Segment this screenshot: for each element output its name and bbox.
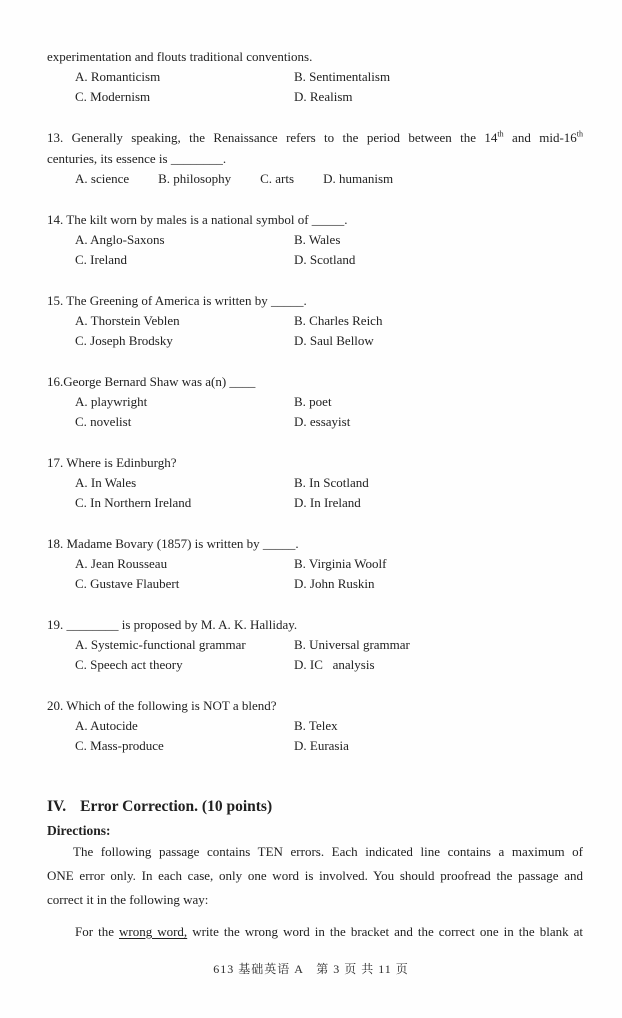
option-d: D. essayist bbox=[294, 414, 351, 429]
option-b: B. philosophy bbox=[158, 171, 232, 186]
question-options bbox=[47, 554, 583, 594]
question-stem-line-2: centuries, its essence is ________. bbox=[47, 151, 227, 166]
question-block bbox=[47, 615, 583, 675]
question-block bbox=[47, 534, 583, 594]
option-c: C. novelist bbox=[75, 414, 132, 429]
ordinal-superscript: th bbox=[576, 129, 584, 139]
question-options bbox=[47, 635, 583, 675]
option-c: C. Mass-produce bbox=[75, 738, 164, 753]
stem-text: and mid-16 bbox=[503, 130, 577, 145]
question-stem: 19. ________ is proposed by M. A. K. Halliday. bbox=[47, 617, 298, 632]
question-block bbox=[47, 453, 583, 513]
directions-label: Directions: bbox=[47, 823, 111, 838]
question-stem: 15. The Greening of America is written by _____. bbox=[47, 293, 307, 308]
option-d: D. Scotland bbox=[294, 252, 356, 267]
question-options bbox=[47, 473, 583, 513]
question-stem: 18. Madame Bovary (1857) is written by _____. bbox=[47, 536, 299, 551]
question-stem: 17. Where is Edinburgh? bbox=[47, 455, 177, 470]
option-d: D. In Ireland bbox=[294, 495, 361, 510]
option-b: B. Universal grammar bbox=[294, 637, 410, 652]
section-number: IV. bbox=[47, 798, 67, 815]
option-c: C. Ireland bbox=[75, 252, 127, 267]
question-stem: 14. The kilt worn by males is a national symbol of _____. bbox=[47, 212, 348, 227]
question-stem-line-1 bbox=[47, 127, 583, 148]
question-stem: 16.George Bernard Shaw was a(n) ____ bbox=[47, 374, 256, 389]
question-stem: experimentation and flouts traditional conventions. bbox=[47, 49, 313, 64]
option-d: D. humanism bbox=[323, 171, 394, 186]
option-b: B. poet bbox=[294, 394, 332, 409]
stem-text: 13. Generally speaking, the Renaissance refers to the period between the 14 bbox=[47, 130, 498, 145]
question-options bbox=[47, 311, 583, 351]
option-d: D. Realism bbox=[294, 89, 353, 104]
option-c: C. In Northern Ireland bbox=[75, 495, 192, 510]
option-b: B. Charles Reich bbox=[294, 313, 383, 328]
question-12-continuation bbox=[47, 47, 583, 107]
section-title: Error Correction. (10 points) bbox=[80, 798, 273, 815]
option-a: A. science bbox=[75, 171, 130, 186]
option-c: C. Modernism bbox=[75, 89, 151, 104]
question-13 bbox=[47, 127, 583, 189]
option-a: A. Anglo-Saxons bbox=[75, 232, 165, 247]
question-options bbox=[47, 716, 583, 756]
option-d: D. Saul Bellow bbox=[294, 333, 374, 348]
underlined-term: wrong word, bbox=[118, 924, 188, 939]
option-c: C. arts bbox=[260, 171, 295, 186]
option-b: B. Virginia Woolf bbox=[294, 556, 387, 571]
option-a: A. Romanticism bbox=[75, 69, 161, 84]
option-a: A. In Wales bbox=[75, 475, 137, 490]
questions-container bbox=[47, 210, 583, 756]
option-a: A. Thorstein Veblen bbox=[75, 313, 180, 328]
section-heading bbox=[47, 796, 583, 818]
instruction-text: For the bbox=[75, 924, 119, 939]
question-block bbox=[47, 372, 583, 432]
question-stem: 20. Which of the following is NOT a blend? bbox=[47, 698, 277, 713]
page-content bbox=[47, 47, 583, 942]
option-a: A. Autocide bbox=[75, 718, 138, 733]
question-block bbox=[47, 696, 583, 756]
question-block bbox=[47, 291, 583, 351]
option-c: C. Joseph Brodsky bbox=[75, 333, 173, 348]
option-a: A. Jean Rousseau bbox=[75, 556, 168, 571]
option-a: A. playwright bbox=[75, 394, 148, 409]
option-c: C. Gustave Flaubert bbox=[75, 576, 180, 591]
question-options bbox=[47, 392, 583, 432]
instruction-text: write the wrong word in the bracket and the correct one in the blank at bbox=[187, 924, 583, 939]
question-options bbox=[47, 67, 583, 107]
directions-line-1: The following passage contains TEN errors. Each indicated line contains a maximum of bbox=[73, 844, 583, 859]
question-block bbox=[47, 210, 583, 270]
question-options bbox=[47, 230, 583, 270]
option-d: D. John Ruskin bbox=[294, 576, 375, 591]
option-b: B. Wales bbox=[294, 232, 341, 247]
directions-line-3: correct it in the following way: bbox=[47, 892, 209, 907]
question-options bbox=[47, 169, 583, 189]
option-b: B. In Scotland bbox=[294, 475, 369, 490]
option-a: A. Systemic-functional grammar bbox=[75, 637, 246, 652]
option-b: B. Sentimentalism bbox=[294, 69, 391, 84]
option-d: D. Eurasia bbox=[294, 738, 349, 753]
instruction-line bbox=[47, 922, 583, 942]
directions-paragraph bbox=[47, 840, 583, 912]
ordinal-superscript: th bbox=[497, 129, 504, 139]
option-d: D. IC analysis bbox=[294, 657, 375, 672]
page-footer: 613 基础英语 A 第 3 页 共 11 页 bbox=[213, 962, 409, 976]
option-c: C. Speech act theory bbox=[75, 657, 183, 672]
section-iv-error-correction bbox=[47, 796, 583, 942]
option-b: B. Telex bbox=[294, 718, 338, 733]
directions-line-2: ONE error only. In each case, only one word is involved. You should proofread the passage and bbox=[47, 868, 583, 883]
